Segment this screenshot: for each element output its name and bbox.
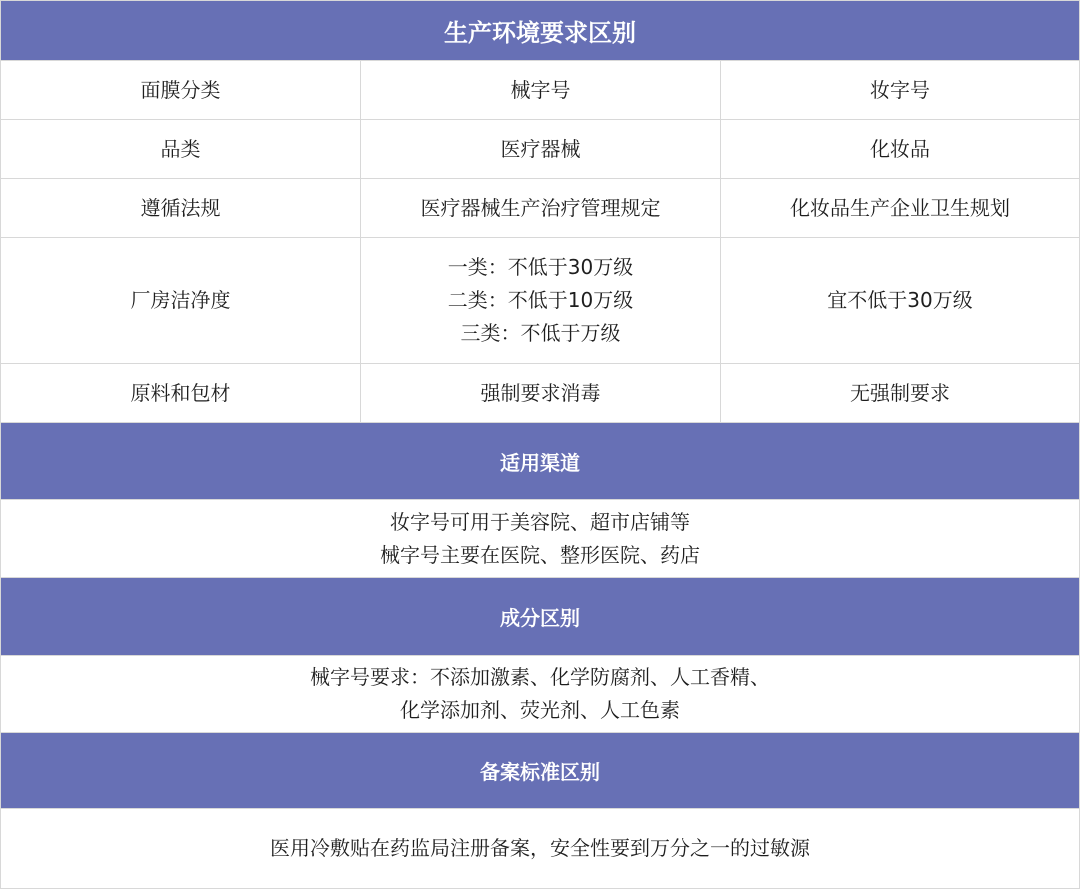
section-line: 医用冷敷贴在药监局注册备案，安全性要到万分之一的过敏源: [270, 835, 810, 860]
table-row: [1, 179, 1079, 238]
section-header-ingredients: 成分区别: [1, 578, 1079, 656]
section-header-filing: 备案标准区别: [1, 733, 1079, 809]
section-body-channels: [1, 500, 1079, 578]
section-line: 妆字号可用于美容院、超市店铺等: [390, 509, 690, 534]
row-label: 厂房洁净度: [1, 238, 361, 363]
header-category: 面膜分类: [1, 61, 361, 119]
section-line: 化学添加剂、荧光剂、人工色素: [400, 698, 680, 722]
section-body-ingredients: [1, 656, 1079, 733]
device-value: 强制要求消毒: [361, 364, 721, 422]
table-row: [1, 120, 1079, 179]
header-row: [1, 61, 1079, 120]
device-value: 医疗器械: [361, 120, 721, 178]
section-body-filing: [1, 809, 1079, 887]
cosmetic-value: 无强制要求: [850, 380, 950, 405]
cosmetic-value: 宜不低于30万级: [827, 288, 973, 312]
table-row: [1, 364, 1079, 423]
cleanliness-class-3: 三类：不低于万级: [460, 321, 621, 345]
section-line: 械字号要求：不添加激素、化学防腐剂、人工香精、: [310, 665, 770, 689]
header-cosmetic: 妆字号: [870, 77, 930, 102]
device-value: [361, 238, 721, 363]
section-line: 械字号主要在医院、整形医院、药店: [380, 542, 700, 567]
table-title: 生产环境要求区别: [1, 1, 1079, 61]
cosmetic-value: 化妆品生产企业卫生规划: [790, 195, 1010, 220]
cleanliness-class-1: 一类：不低于30万级: [447, 255, 634, 279]
section-header-channels: 适用渠道: [1, 423, 1079, 500]
row-label: 遵循法规: [1, 179, 361, 237]
header-device: 械字号: [361, 61, 721, 119]
row-label: 原料和包材: [1, 364, 361, 422]
table-row: [1, 238, 1079, 364]
device-value: 医疗器械生产治疗管理规定: [361, 179, 721, 237]
cosmetic-value: 化妆品: [870, 136, 930, 161]
row-label: 品类: [1, 120, 361, 178]
cleanliness-class-2: 二类：不低于10万级: [447, 288, 634, 312]
